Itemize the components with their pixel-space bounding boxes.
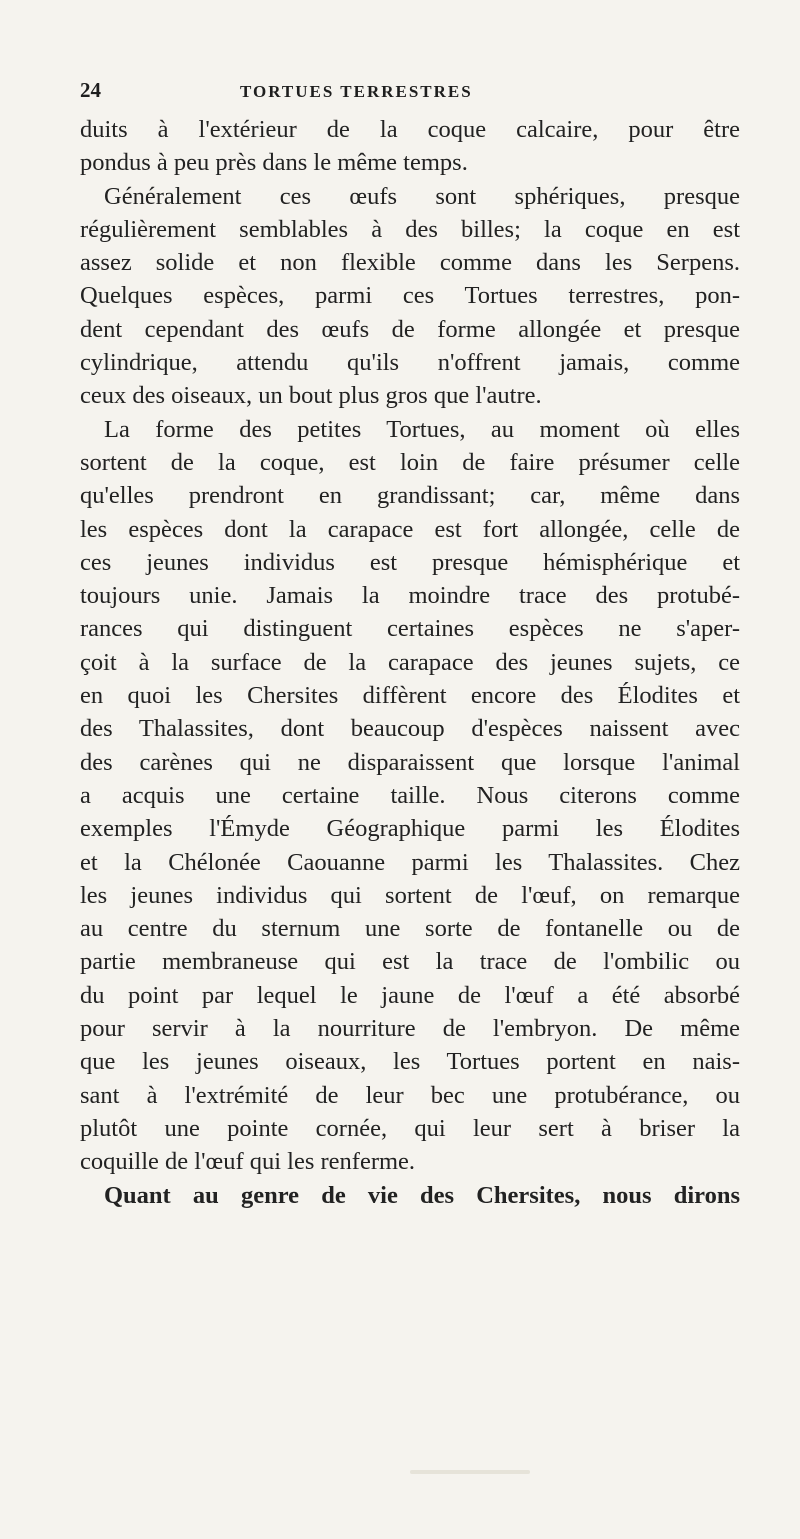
- text-line: Généralement ces œufs sont sphériques, presque: [104, 182, 740, 210]
- text-line: sortent de la coque, est loin de faire présumer celle: [80, 448, 740, 476]
- text-line: duits à l'extérieur de la coque calcaire, pour être: [80, 116, 740, 143]
- running-header: [80, 78, 740, 108]
- text-line: çoit à la surface de la carapace des jeunes sujets, ce: [80, 648, 740, 676]
- running-title: TORTUES TERRESTRES: [240, 82, 473, 101]
- text-line: sant à l'extrémité de leur bec une protubérance, ou: [80, 1081, 740, 1109]
- text-line: ces jeunes individus est presque hémisphérique et: [80, 548, 740, 576]
- text-line: les espèces dont la carapace est fort allongée, celle de: [80, 515, 740, 543]
- text-line: des Thalassites, dont beaucoup d'espèces naissent avec: [80, 715, 740, 743]
- text-line: partie membraneuse qui est la trace de l'ombilic ou: [80, 948, 740, 976]
- text-line: La forme des petites Tortues, au moment où elles: [104, 415, 740, 443]
- text-line: qu'elles prendront en grandissant; car, même dans: [80, 482, 740, 510]
- paper-smudge: [410, 1470, 530, 1474]
- text-line: du point par lequel le jaune de l'œuf a été absorbé: [80, 981, 740, 1009]
- text-line: les jeunes individus qui sortent de l'œuf, on remarque: [80, 881, 740, 909]
- text-line: et la Chélonée Caouanne parmi les Thalassites. Chez: [80, 848, 740, 876]
- text-line: assez solide et non flexible comme dans les Serpens.: [80, 249, 740, 277]
- text-line: des carènes qui ne disparaissent que lorsque l'animal: [80, 748, 740, 776]
- page-number: 24: [80, 78, 101, 102]
- text-line: Quelques espèces, parmi ces Tortues terrestres, pon-: [80, 282, 740, 310]
- text-line: plutôt une pointe cornée, qui leur sert à briser la: [80, 1114, 740, 1142]
- text-line: en quoi les Chersites diffèrent encore des Élodites et: [80, 682, 740, 710]
- text-line: régulièrement semblables à des billes; la coque en est: [80, 215, 740, 243]
- text-line: que les jeunes oiseaux, les Tortues portent en nais-: [80, 1048, 740, 1076]
- text-line: pondus à peu près dans le même temps.: [80, 149, 468, 177]
- text-line: Quant au genre de vie des Chersites, nous dirons: [104, 1181, 740, 1209]
- text-line: rances qui distinguent certaines espèces ne s'aper-: [80, 615, 740, 643]
- text-line: cylindrique, attendu qu'ils n'offrent jamais, comme: [80, 349, 740, 377]
- text-line: pour servir à la nourriture de l'embryon. De même: [80, 1015, 740, 1043]
- text-line: coquille de l'œuf qui les renferme.: [80, 1148, 416, 1176]
- body-text: [80, 113, 740, 1212]
- text-line: toujours unie. Jamais la moindre trace des protubé-: [80, 582, 740, 610]
- text-line: exemples l'Émyde Géographique parmi les Élodites: [80, 815, 740, 843]
- text-line: dent cependant des œufs de forme allongée et presque: [80, 315, 740, 343]
- text-line: ceux des oiseaux, un bout plus gros que l'autre.: [80, 382, 542, 410]
- text-line: au centre du sternum une sorte de fontanelle ou de: [80, 915, 740, 943]
- text-line: a acquis une certaine taille. Nous citerons comme: [80, 781, 740, 809]
